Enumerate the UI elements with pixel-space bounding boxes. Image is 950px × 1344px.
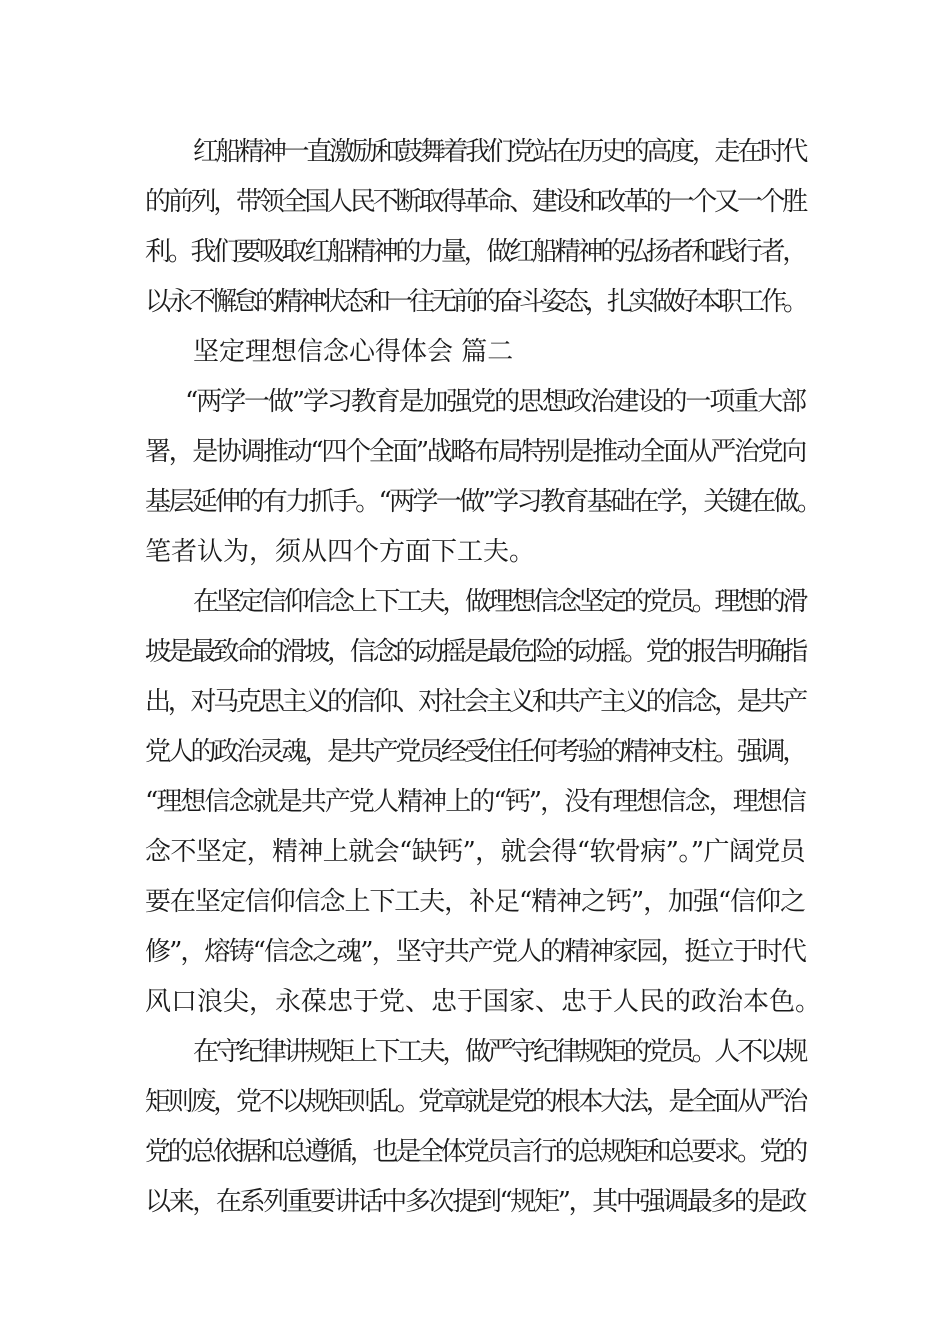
text-line: 基层延伸的有力抓手。“两学一做”学习教育基础在学，关键在做。 [145,487,821,517]
text-line: 修”，熔铸“信念之魂”，坚守共产党人的精神家园，挺立于时代 [145,937,805,967]
text-line: “两学一做”学习教育是加强党的思想政治建设的一项重大部 [185,387,805,417]
section-heading: 坚定理想信念心得体会 篇二 [193,337,514,367]
text-line: 风口浪尖，永葆忠于党、忠于国家、忠于人民的政治本色。 [145,987,822,1017]
text-line: 署，是协调推动“四个全面”战略布局特别是推动全面从严治党向 [145,437,805,467]
text-line: 的前列，带领全国人民不断取得革命、建设和改革的一个又一个胜 [145,187,806,217]
text-line: 以永不懈怠的精神状态和一往无前的奋斗姿态，扎实做好本职工作。 [145,287,806,317]
text-line: “理想信念就是共产党人精神上的“钙”，没有理想信念，理想信 [145,787,805,817]
text-line: 以来，在系列重要讲话中多次提到“规矩”，其中强调最多的是政 [145,1187,805,1217]
text-line: 矩则废，党不以规矩则乱。党章就是党的根本大法，是全面从严治 [145,1087,806,1117]
text-line: 要在坚定信仰信念上下工夫，补足“精神之钙”，加强“信仰之 [145,887,805,917]
text-line: 利。我们要吸取红船精神的力量，做红船精神的弘扬者和践行者， [145,237,806,267]
text-line: 在坚定信仰信念上下工夫，做理想信念坚定的党员。理想的滑 [193,587,806,617]
text-line: 党人的政治灵魂，是共产党员经受住任何考验的精神支柱。强调， [145,737,806,767]
text-line: 红船精神一直激励和鼓舞着我们党站在历史的高度，走在时代 [193,137,806,167]
text-line: 在守纪律讲规矩上下工夫，做严守纪律规矩的党员。人不以规 [193,1037,806,1067]
text-line: 出，对马克思主义的信仰、对社会主义和共产主义的信念，是共产 [145,687,806,717]
text-line: 笔者认为，须从四个方面下工夫。 [145,537,536,567]
text-line: 党的总依据和总遵循，也是全体党员言行的总规矩和总要求。党的 [145,1137,806,1167]
text-line: 坡是最致命的滑坡，信念的动摇是最危险的动摇。党的报告明确指 [145,637,806,667]
text-line: 念不坚定，精神上就会“缺钙”，就会得“软骨病”。”广阔党员 [145,837,806,867]
